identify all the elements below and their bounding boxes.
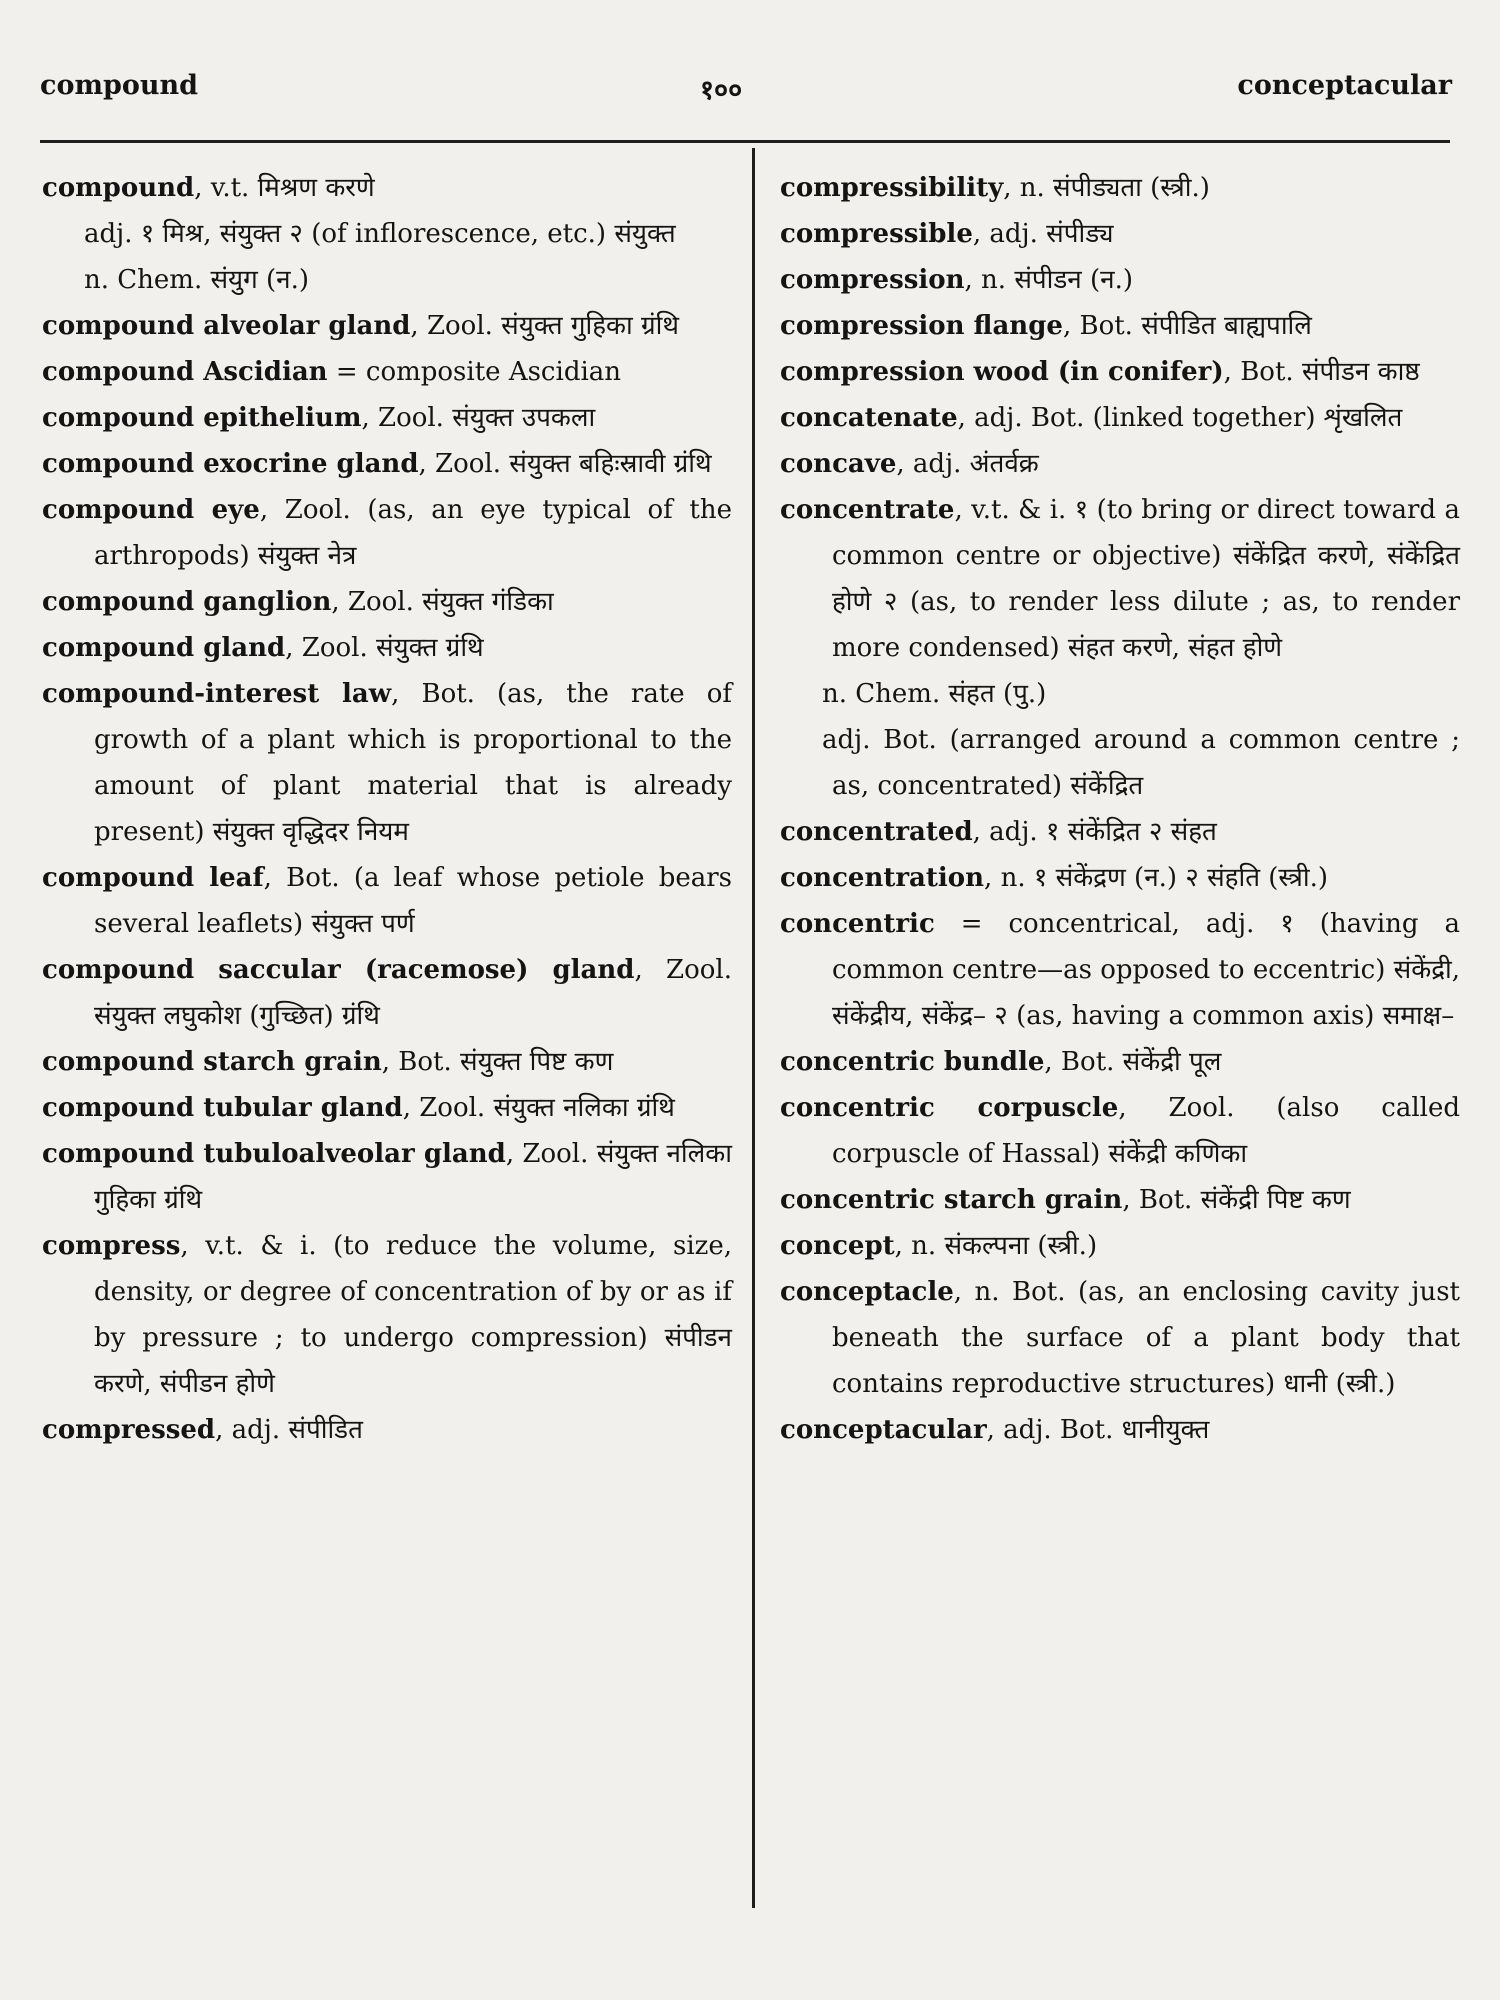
entry: concentric starch grain, Bot. संकेंद्री पिष्ट कण — [780, 1185, 1351, 1215]
headword: compound leaf — [42, 863, 264, 893]
entry: compound gland, Zool. संयुक्त ग्रंथि — [42, 633, 484, 663]
headword: compound Ascidian — [42, 357, 328, 387]
headword: compound tubuloalveolar gland — [42, 1139, 506, 1169]
entry: compound ganglion, Zool. संयुक्त गंडिका — [42, 587, 554, 617]
entry: compressed, adj. संपीडित — [42, 1415, 363, 1445]
sub-entry: n. Chem. संहत (पु.) — [822, 679, 1047, 709]
headword: compression wood (in conifer) — [780, 357, 1224, 387]
headword: concatenate — [780, 403, 958, 433]
entry: compression flange, Bot. संपीडित बाह्यपालि — [780, 311, 1312, 341]
headword: compound-interest law — [42, 679, 392, 709]
headword: concentric bundle — [780, 1047, 1045, 1077]
entry: concentrate, v.t. & i. १ (to bring or direct toward a common centre or objective) संकेंद्रित करणे, संकेंद्रित होणे २ (as, to render less dilute ; as, to render more condensed) संहत करणे, संहत होणे — [780, 495, 1460, 663]
headword: compound eye — [42, 495, 260, 525]
entry: concept, n. संकल्पना (स्त्री.) — [780, 1231, 1098, 1261]
headword: concentric — [780, 909, 935, 939]
sub-entry: adj. १ मिश्र, संयुक्त २ (of inflorescence, etc.) संयुक्त — [84, 219, 676, 249]
headword: concave — [780, 449, 897, 479]
entry: compound alveolar gland, Zool. संयुक्त गुहिका ग्रंथि — [42, 311, 680, 341]
headword: compression flange — [780, 311, 1063, 341]
headword: concentrated — [780, 817, 973, 847]
headword: compound ganglion — [42, 587, 332, 617]
entry: concentric bundle, Bot. संकेंद्री पूल — [780, 1047, 1222, 1077]
entry: compound saccular (racemose) gland, Zool. संयुक्त लघुकोश (गुच्छित) ग्रंथि — [42, 955, 733, 1031]
headword: compound saccular (racemose) gland — [42, 955, 635, 985]
headword: compound gland — [42, 633, 286, 663]
headword: concentric corpuscle — [780, 1093, 1119, 1123]
headword: conceptacular — [780, 1415, 987, 1445]
entry: concentration, n. १ संकेंद्रण (न.) २ संहति (स्त्री.) — [780, 863, 1329, 893]
left-column — [42, 165, 732, 1453]
entry: compound leaf, Bot. (a leaf whose petiole bears several leaflets) संयुक्त पर्ण — [42, 863, 732, 939]
headword: compression — [780, 265, 965, 295]
right-column — [780, 165, 1460, 1453]
entry: compound exocrine gland, Zool. संयुक्त बहिःस्रावी ग्रंथि — [42, 449, 712, 479]
sub-entry: adj. Bot. (arranged around a common centre ; as, concentrated) संकेंद्रित — [822, 725, 1460, 801]
headword: concentration — [780, 863, 985, 893]
entry: concentric = concentrical, adj. १ (having a common centre—as opposed to eccentric) संकेंद्री, संकेंद्रीय, संकेंद्र– २ (as, having a common axis) समाक्ष– — [780, 909, 1461, 1031]
entry: conceptacular, adj. Bot. धानीयुक्त — [780, 1415, 1210, 1445]
headword: concept — [780, 1231, 895, 1261]
entry: concave, adj. अंतर्वक्र — [780, 449, 1039, 479]
headword: compound alveolar gland — [42, 311, 411, 341]
headword: compressible — [780, 219, 973, 249]
header-guide-word-left: compound — [40, 70, 199, 101]
header-rule — [40, 140, 1450, 143]
headword: compound — [42, 173, 195, 203]
entry: compound starch grain, Bot. संयुक्त पिष्ट कण — [42, 1047, 614, 1077]
entry: compound epithelium, Zool. संयुक्त उपकला — [42, 403, 596, 433]
entry: conceptacle, n. Bot. (as, an enclosing cavity just beneath the surface of a plant body that contains reproductive structures) धानी (स्त्री.) — [780, 1277, 1460, 1399]
headword: concentrate — [780, 495, 955, 525]
headword: compress — [42, 1231, 181, 1261]
header-guide-word-right: conceptacular — [1237, 70, 1452, 101]
entry: compression wood (in conifer), Bot. संपीडन काष्ठ — [780, 357, 1420, 387]
headword: concentric starch grain — [780, 1185, 1123, 1215]
entry: compound Ascidian = composite Ascidian — [42, 357, 622, 387]
entry: compound tubuloalveolar gland, Zool. संयुक्त नलिका गुहिका ग्रंथि — [42, 1139, 732, 1215]
sub-entry: n. Chem. संयुग (न.) — [84, 265, 310, 295]
headword: compound epithelium — [42, 403, 362, 433]
entry: compound tubular gland, Zool. संयुक्त नलिका ग्रंथि — [42, 1093, 675, 1123]
headword: conceptacle — [780, 1277, 954, 1307]
entry: concentrated, adj. १ संकेंद्रित २ संहत — [780, 817, 1217, 847]
headword: compound starch grain — [42, 1047, 382, 1077]
headword: compound tubular gland — [42, 1093, 403, 1123]
page-number: १०० — [700, 75, 743, 106]
column-divider — [752, 148, 755, 1908]
entry: compression, n. संपीडन (न.) — [780, 265, 1133, 295]
headword: compound exocrine gland — [42, 449, 419, 479]
headword: compressibility — [780, 173, 1004, 203]
entry: compound, v.t. मिश्रण करणे — [42, 173, 375, 203]
entry: compressible, adj. संपीड्य — [780, 219, 1114, 249]
entry: compound eye, Zool. (as, an eye typical of the arthropods) संयुक्त नेत्र — [42, 495, 733, 571]
entry: compressibility, n. संपीड्यता (स्त्री.) — [780, 173, 1210, 203]
entry: concatenate, adj. Bot. (linked together) शृंखलित — [780, 403, 1403, 433]
entry: concentric corpuscle, Zool. (also called corpuscle of Hassal) संकेंद्री कणिका — [780, 1093, 1460, 1169]
entry: compound-interest law, Bot. (as, the rate of growth of a plant which is proportional to the amount of plant material that is already present) संयुक्त वृद्धिदर नियम — [42, 679, 733, 847]
entry: compress, v.t. & i. (to reduce the volume, size, density, or degree of concentration of by or as if by pressure ; to undergo compression) संपीडन करणे, संपीडन होणे — [42, 1231, 732, 1399]
headword: compressed — [42, 1415, 216, 1445]
